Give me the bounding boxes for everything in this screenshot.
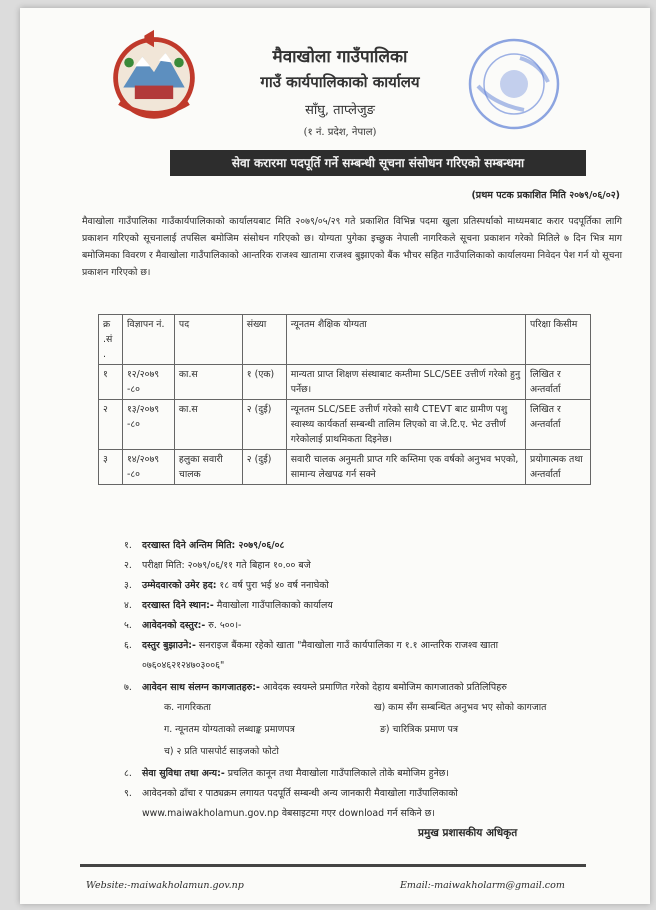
item-label: दरखास्त दिने अन्तिम मिति: xyxy=(142,540,236,551)
item-value: आवेदक स्वयम्ले प्रमाणित गरेको देहाय बमोजिम कागजातको प्रतिलिपिहरु xyxy=(259,682,507,693)
table-cell: न्यूनतम SLC/SEE उत्तीर्ण गरेको साथै CTEVT बाट ग्रामीण पशु स्वास्थ्य कार्यकर्ता सम्बन्धी तालिम लिएको वा जे.टि.ए. भेट उत्तीर्ण गरेकोलाई प्राथमिकता दिइनेछ। xyxy=(286,400,525,450)
table-cell: १३/२०७९ -८० xyxy=(122,400,174,450)
document-item: ङ) चारित्रिक प्रमाण पत्र xyxy=(380,724,459,735)
header-cell: संख्या xyxy=(242,315,286,365)
document-item: क. नागरिकता xyxy=(164,702,211,713)
item-label: परीक्षा मिति: xyxy=(142,560,185,571)
item-number: ३. xyxy=(124,580,132,591)
footer-divider xyxy=(80,864,586,867)
table-cell: लिखित र अन्तर्वार्ता xyxy=(526,365,591,400)
list-item xyxy=(124,538,604,551)
table-cell: मान्यता प्राप्त शिक्षण संस्थाबाट कम्तीमा SLC/SEE उत्तीर्ण गरेको हुनु पर्नेछ। xyxy=(286,365,525,400)
table-cell: का.स xyxy=(174,400,242,450)
item-value: २०७९/०६/०८ xyxy=(235,540,285,551)
table-cell: २ (दुई) xyxy=(242,450,286,485)
table-cell: लिखित र अन्तर्वार्ता xyxy=(526,400,591,450)
item-number: २. xyxy=(124,560,132,571)
table-cell: प्रयोगात्मक तथा अन्तर्वार्ता xyxy=(526,450,591,485)
document-item: ख) काम सँग सम्बन्धित अनुभव भए सोको कागजात xyxy=(374,702,547,713)
list-item xyxy=(124,786,604,799)
table-cell: १२/२०७९ -८० xyxy=(122,365,174,400)
footer-website: Website:-maiwakholamun.gov.np xyxy=(86,880,244,891)
item-label: सेवा सुविधा तथा अन्य:- xyxy=(142,768,225,779)
item-value: रु. ५००।- xyxy=(205,620,242,631)
list-item xyxy=(124,558,604,571)
table-cell: सवारी चालक अनुमती प्राप्त गरि कम्तिमा एक वर्षको अनुभव भएको, सामान्य लेखपढ गर्न सक्ने xyxy=(286,450,525,485)
notice-title: सेवा करारमा पदपूर्ति गर्ने सम्बन्धी सूचना संसोधन गरिएको सम्बन्धमा xyxy=(170,150,586,176)
item-label: आवेदनको दस्तुर:- xyxy=(142,620,206,631)
list-item xyxy=(124,680,604,693)
item-number: ६. xyxy=(124,640,132,651)
item-number: ५. xyxy=(124,620,132,631)
item-value: मैवाखोला गाउँपालिकाको कार्यालय xyxy=(213,600,333,611)
table-header-row xyxy=(99,315,591,365)
header-cell: पद xyxy=(174,315,242,365)
item-label: दस्तुर बुझाउने:- xyxy=(142,640,196,651)
item-number: ४. xyxy=(124,600,132,611)
list-item xyxy=(124,638,604,651)
table-cell: १४/२०७९ -८० xyxy=(122,450,174,485)
item-value: ०७६०४६२१२४७०३००६" xyxy=(142,660,225,671)
item-value: २०७९/०६/११ गते बिहान १०.०० बजे xyxy=(184,560,311,571)
list-item xyxy=(124,658,604,671)
list-item xyxy=(124,806,604,819)
list-item xyxy=(124,598,604,611)
table-cell: २ (दुई) xyxy=(242,400,286,450)
item-value: www.maiwakholamun.gov.np वेबसाइटमा गएर download गर्न सकिने छ। xyxy=(142,808,435,819)
org-name: मैवाखोला गाउँपालिका xyxy=(272,47,408,67)
table-cell: २ xyxy=(99,400,123,450)
item-label: उम्मेदवारको उमेर हद: xyxy=(142,580,217,591)
notice-page xyxy=(20,8,650,904)
item-label: आवेदन साथ संलग्न कागजातहरु:- xyxy=(142,682,260,693)
document-item: च) २ प्रति पासपोर्ट साइजको फोटो xyxy=(164,746,279,757)
table-row xyxy=(99,400,591,450)
publish-date: (प्रथम पटक प्रकाशित मिति २०७९/०६/०२) xyxy=(471,190,620,201)
table-row xyxy=(99,365,591,400)
list-item xyxy=(124,578,604,591)
nepal-government-emblem-icon xyxy=(106,28,202,124)
province-line: (१ नं. प्रदेश, नेपाल) xyxy=(303,127,377,138)
table-cell: १ (एक) xyxy=(242,365,286,400)
document-item: ग. न्यूनतम योग्यताको लब्धाङ्क प्रमाणपत्र xyxy=(164,724,295,735)
intro-paragraph: मैवाखोला गाउँपालिका गाउँकार्यपालिकाको कार्यालयबाट मिति २०७९/०५/२९ गते प्रकाशित विभिन्न पदमा खुला प्रतिस्पर्धाको माध्यमबाट करार पदपूर्तिका लागि प्रकाशन गरिएको सूचनालाई तपसिल बमोजिम संसोधन गरिएको छ। योग्यता पुगेका इच्छुक नेपाली नागरिकले सूचना प्रकाशन गरेको मितिले ७ दिन भित्र माग बमोजिमका विवरण र मैवाखोला गाउँपालिकाको आन्तरिक राजश्व खातामा राजश्व बुझाएको बैंक भौचर सहित गाउँपालिकाको कार्यालयमा निवेदन पेश गर्न यो सूचना प्रकाशन गरिएको छ। xyxy=(82,216,622,278)
item-number: ८. xyxy=(124,768,132,779)
footer-email: Email:-maiwakholarm@gmail.com xyxy=(400,880,565,891)
item-value: सनराइज बैंकमा रहेको खाता "मैवाखोला गाउँ कार्यपालिका ग १.१ आन्तरिक राजश्व खाता xyxy=(195,640,499,651)
list-item xyxy=(124,766,604,779)
table-cell: का.स xyxy=(174,365,242,400)
signatory-title: प्रमुख प्रशासकीय अधिकृत xyxy=(418,827,518,839)
header-cell: क्र .सं . xyxy=(99,315,123,365)
table-cell: ३ xyxy=(99,450,123,485)
header-cell: न्यूनतम शैक्षिक योग्यता xyxy=(286,315,525,365)
item-label: दरखास्त दिने स्थान:- xyxy=(142,600,214,611)
item-number: १. xyxy=(124,540,132,551)
table-cell: १ xyxy=(99,365,123,400)
table-row xyxy=(99,450,591,485)
item-number: ९. xyxy=(124,788,132,799)
office-location: साँघु, ताप्लेजुङ xyxy=(305,103,375,118)
item-number: ७. xyxy=(124,682,132,693)
list-item xyxy=(124,618,604,631)
vacancy-table xyxy=(98,314,591,485)
item-value: प्रचलित कानून तथा मैवाखोला गाउँपालिकाले तोके बमोजिम हुनेछ। xyxy=(224,768,449,779)
item-value: १८ वर्ष पुरा भई ४० वर्ष ननाघेको xyxy=(216,580,329,591)
office-name: गाउँ कार्यपालिकाको कार्यालय xyxy=(260,73,420,91)
header-cell: विज्ञापन नं. xyxy=(122,315,174,365)
header-cell: परिक्षा किसीम xyxy=(526,315,591,365)
table-cell: हलुका सवारी चालक xyxy=(174,450,242,485)
item-value: आवेदनको ढाँचा र पाठ्यक्रम लगायत पदपूर्ति सम्बन्धी अन्य जानकारी मैवाखोला गाउँपालिकाको xyxy=(142,788,458,799)
